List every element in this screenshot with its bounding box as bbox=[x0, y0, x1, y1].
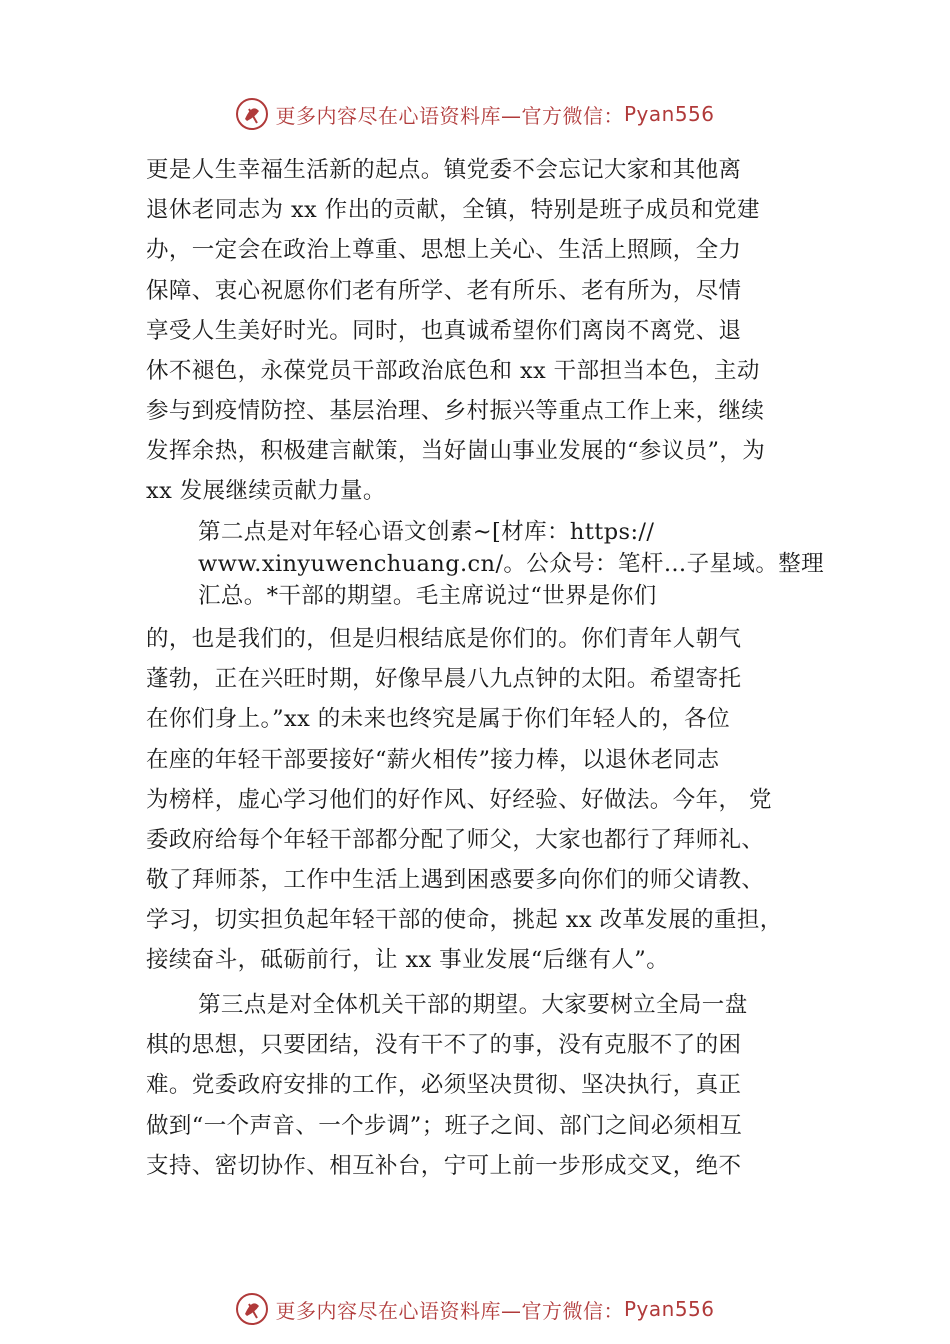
text-line: 退休老同志为 xx 作出的贡献，全镇，特别是班子成员和党建 bbox=[146, 197, 760, 223]
text-line: 的，也是我们的，但是归根结底是你们的。你们青年人朝气 bbox=[146, 626, 742, 652]
text-line: 学习，切实担负起年轻干部的使命，挑起 xx 改革发展的重担， bbox=[146, 907, 783, 933]
text-line: 难。党委政府安排的工作，必须坚决贯彻、坚决执行，真正 bbox=[146, 1072, 742, 1098]
text-line: www.xinyuwenchuang.cn/。公众号：笔杆…子星域。整理 bbox=[198, 551, 825, 577]
text-line: 做到“一个声音、一个步调”；班子之间、部门之间必须相互 bbox=[146, 1113, 743, 1139]
text-line: 休不褪色，永葆党员干部政治底色和 xx 干部担当本色，主动 bbox=[146, 358, 760, 384]
text-line: 接续奋斗，砥砺前行，让 xx 事业发展“后继有人”。 bbox=[146, 947, 670, 973]
banner-text: 更多内容尽在心语资料库—官方微信： bbox=[275, 1298, 624, 1323]
banner-text: 更多内容尽在心语资料库—官方微信： bbox=[275, 103, 624, 128]
text-line: 支持、密切协作、相互补台，宁可上前一步形成交叉，绝不 bbox=[146, 1153, 742, 1179]
footer-banner bbox=[0, 1287, 950, 1331]
text-line: 汇总。*干部的期望。毛主席说过“世界是你们 bbox=[198, 583, 657, 609]
text-line: 敬了拜师茶，工作中生活上遇到困惑要多向你们的师父请教、 bbox=[146, 867, 765, 893]
text-line: 参与到疫情防控、基层治理、乡村振兴等重点工作上来，继续 bbox=[146, 398, 765, 424]
banner-wechat-id: Pyan556 bbox=[623, 102, 715, 126]
text-line: 在座的年轻干部要接好“薪火相传”接力棒，以退休老同志 bbox=[146, 747, 720, 773]
flower-seal-icon bbox=[235, 1292, 269, 1326]
text-line: 保障、衷心祝愿你们老有所学、老有所乐、老有所为，尽情 bbox=[146, 278, 742, 304]
text-line: 发挥余热，积极建言献策，当好崮山事业发展的“参议员”，为 bbox=[146, 438, 766, 464]
text-line: 第二点是对年轻心语文创素~[材库：https:// bbox=[198, 519, 655, 545]
text-line: 为榜样，虚心学习他们的好作风、好经验、好做法。今年， 党 bbox=[146, 787, 772, 813]
text-line: 第三点是对全体机关干部的期望。大家要树立全局一盘 bbox=[198, 992, 748, 1018]
banner-wechat-id: Pyan556 bbox=[623, 1297, 715, 1321]
text-line: 棋的思想，只要团结，没有干不了的事，没有克服不了的困 bbox=[146, 1032, 742, 1058]
text-line: xx 发展继续贡献力量。 bbox=[146, 478, 386, 504]
text-line: 更是人生幸福生活新的起点。镇党委不会忘记大家和其他离 bbox=[146, 157, 742, 183]
text-line: 蓬勃，正在兴旺时期，好像早晨八九点钟的太阳。希望寄托 bbox=[146, 666, 742, 692]
text-line: 在你们身上。”xx 的未来也终究是属于你们年轻人的，各位 bbox=[146, 706, 730, 732]
text-line: 享受人生美好时光。同时，也真诚希望你们离岗不离党、退 bbox=[146, 318, 742, 344]
text-line: 办，一定会在政治上尊重、思想上关心、生活上照顾，全力 bbox=[146, 237, 742, 263]
text-line: 委政府给每个年轻干部都分配了师父，大家也都行了拜师礼、 bbox=[146, 827, 765, 853]
